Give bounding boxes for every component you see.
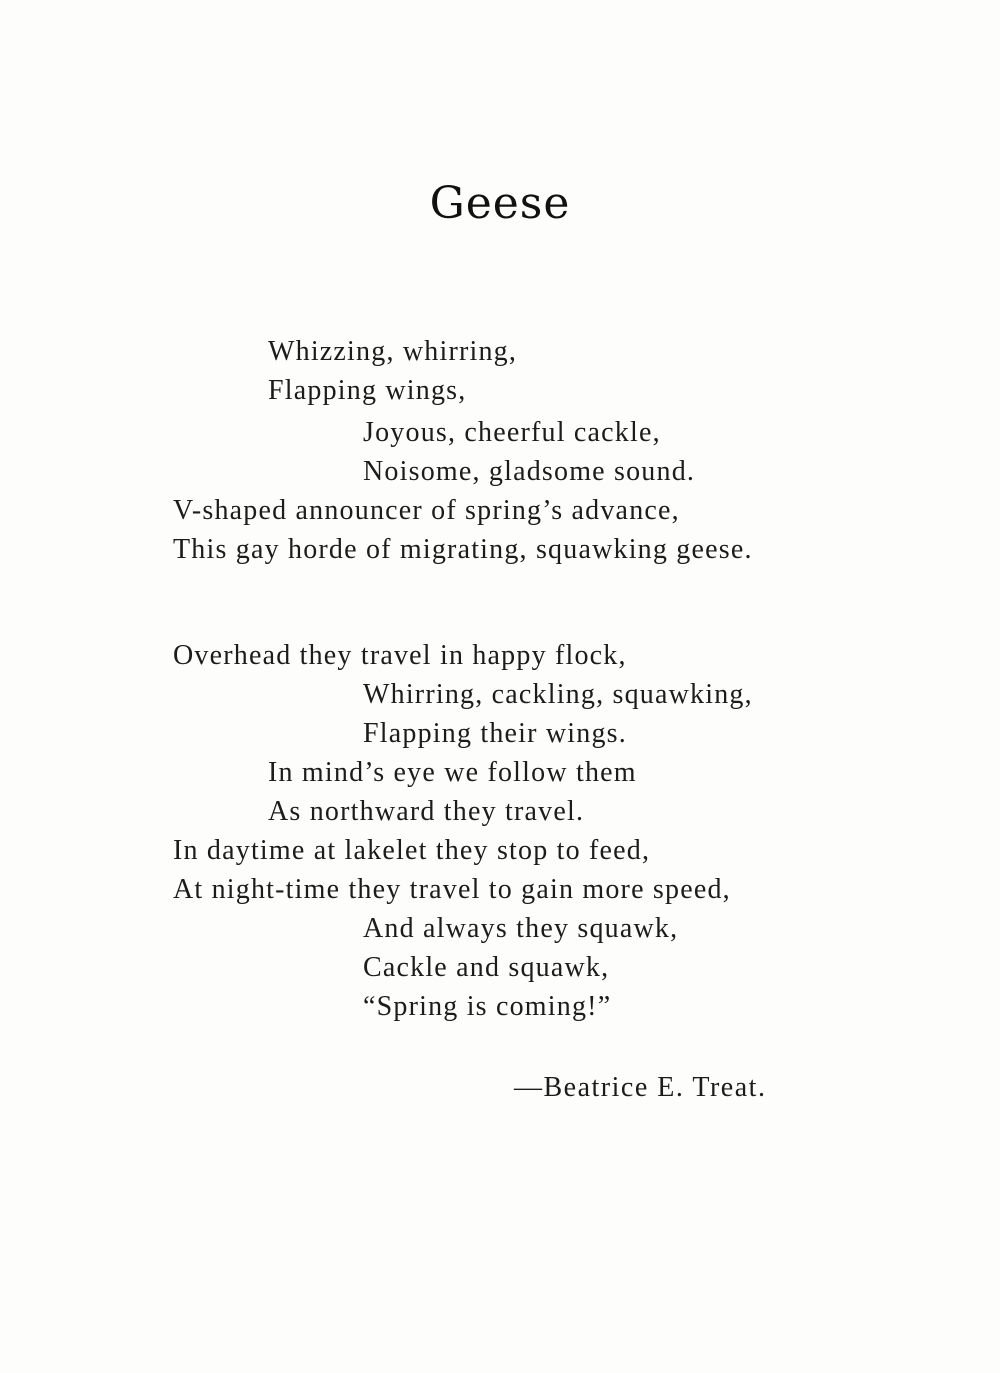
poem-line: This gay horde of migrating, squawking geese. <box>173 534 753 565</box>
poem-line: In mind’s eye we follow them <box>268 757 637 788</box>
poem-line: Overhead they travel in happy flock, <box>173 640 627 671</box>
author-byline: —Beatrice E. Treat. <box>514 1072 767 1103</box>
poem-line: In daytime at lakelet they stop to feed, <box>173 835 651 866</box>
poem-line: Whirring, cackling, squawking, <box>363 679 753 710</box>
poem-line: Noisome, gladsome sound. <box>363 456 696 487</box>
poem-line: Whizzing, whirring, <box>268 336 518 367</box>
poem-line: Flapping wings, <box>268 375 467 406</box>
poem-line: And always they squawk, <box>363 913 679 944</box>
poem-line: V-shaped announcer of spring’s advance, <box>173 495 680 526</box>
poem-line: Flapping their wings. <box>363 718 627 749</box>
poem-line: Joyous, cheerful cackle, <box>363 417 661 448</box>
poem-line: Cackle and squawk, <box>363 952 610 983</box>
poem-line: “Spring is coming!” <box>363 991 612 1022</box>
poem-title: Geese <box>429 178 571 229</box>
poem-line: As northward they travel. <box>268 796 585 827</box>
poem-line: At night-time they travel to gain more speed, <box>173 874 731 905</box>
